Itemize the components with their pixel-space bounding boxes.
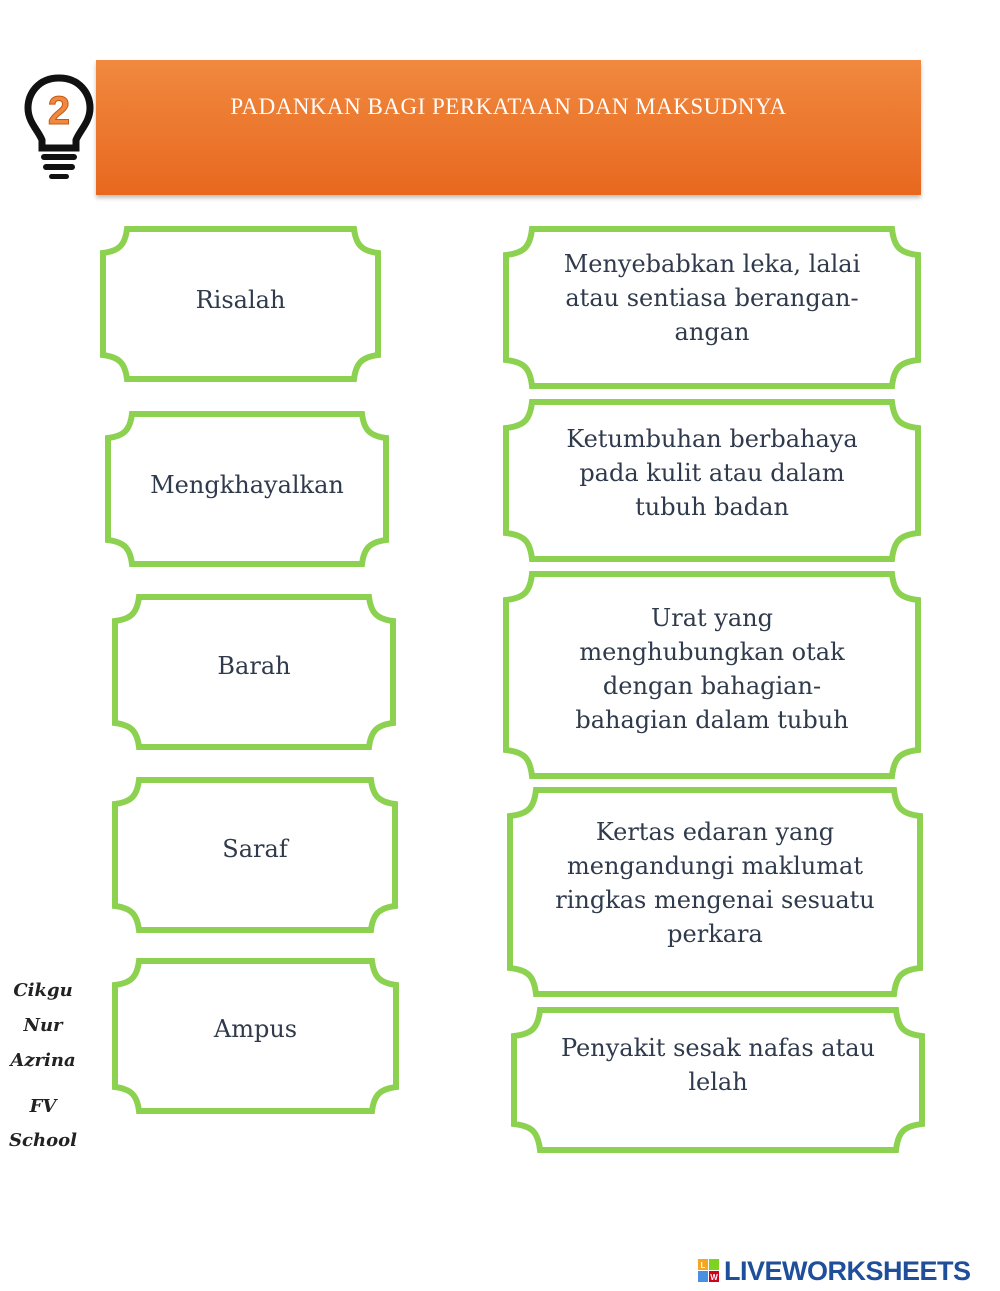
signature-line: Nur [23,1015,63,1036]
meaning-text: Menyebabkan leka, lalai atau sentiasa berangan-angan [563,249,861,346]
meaning-card-5[interactable] [510,1006,926,1154]
liveworksheets-brand[interactable] [698,1257,971,1285]
meaning-text: Kertas edaran yang mengandungi maklumat ringkas mengenai sesuatu perkara [555,818,875,948]
word-card-2[interactable] [104,410,390,568]
word-label: Mengkhayalkan [150,471,344,499]
meaning-card-3[interactable] [502,570,922,780]
word-label: Risalah [195,286,286,314]
meaning-text: Ketumbuhan berbahaya pada kulit atau dalam tubuh badan [566,425,858,521]
worksheet-title: PADANKAN BAGI PERKATAAN DAN MAKSUDNYA [230,94,787,119]
meaning-card-2[interactable] [502,398,922,563]
brand-name: LIVEWORKSHEETS [724,1255,971,1286]
title-banner [96,60,921,195]
word-label: Barah [217,652,291,680]
signature-line: FV [29,1096,57,1117]
svg-text:W: W [710,1273,718,1282]
meaning-text: Urat yang menghubungkan otak dengan bahagian-bahagian dalam tubuh [575,604,849,734]
meaning-card-4[interactable] [506,786,924,998]
meaning-text: Penyakit sesak nafas atau lelah [560,1034,876,1096]
word-label: Ampus [213,1015,298,1043]
signature-line: Azrina [10,1050,76,1071]
lightbulb-icon [22,70,97,182]
word-card-3[interactable] [111,593,397,751]
signature-line: Cikgu [13,980,73,1001]
word-card-4[interactable] [111,776,399,934]
word-card-1[interactable] [99,225,382,383]
word-label: Saraf [222,835,288,863]
badge-number: 2 [47,89,71,133]
meaning-card-1[interactable] [502,225,922,390]
signature-line: School [9,1130,77,1151]
svg-text:L: L [700,1261,706,1270]
liveworksheets-logo-icon [698,1259,720,1283]
word-card-5[interactable] [111,957,400,1115]
